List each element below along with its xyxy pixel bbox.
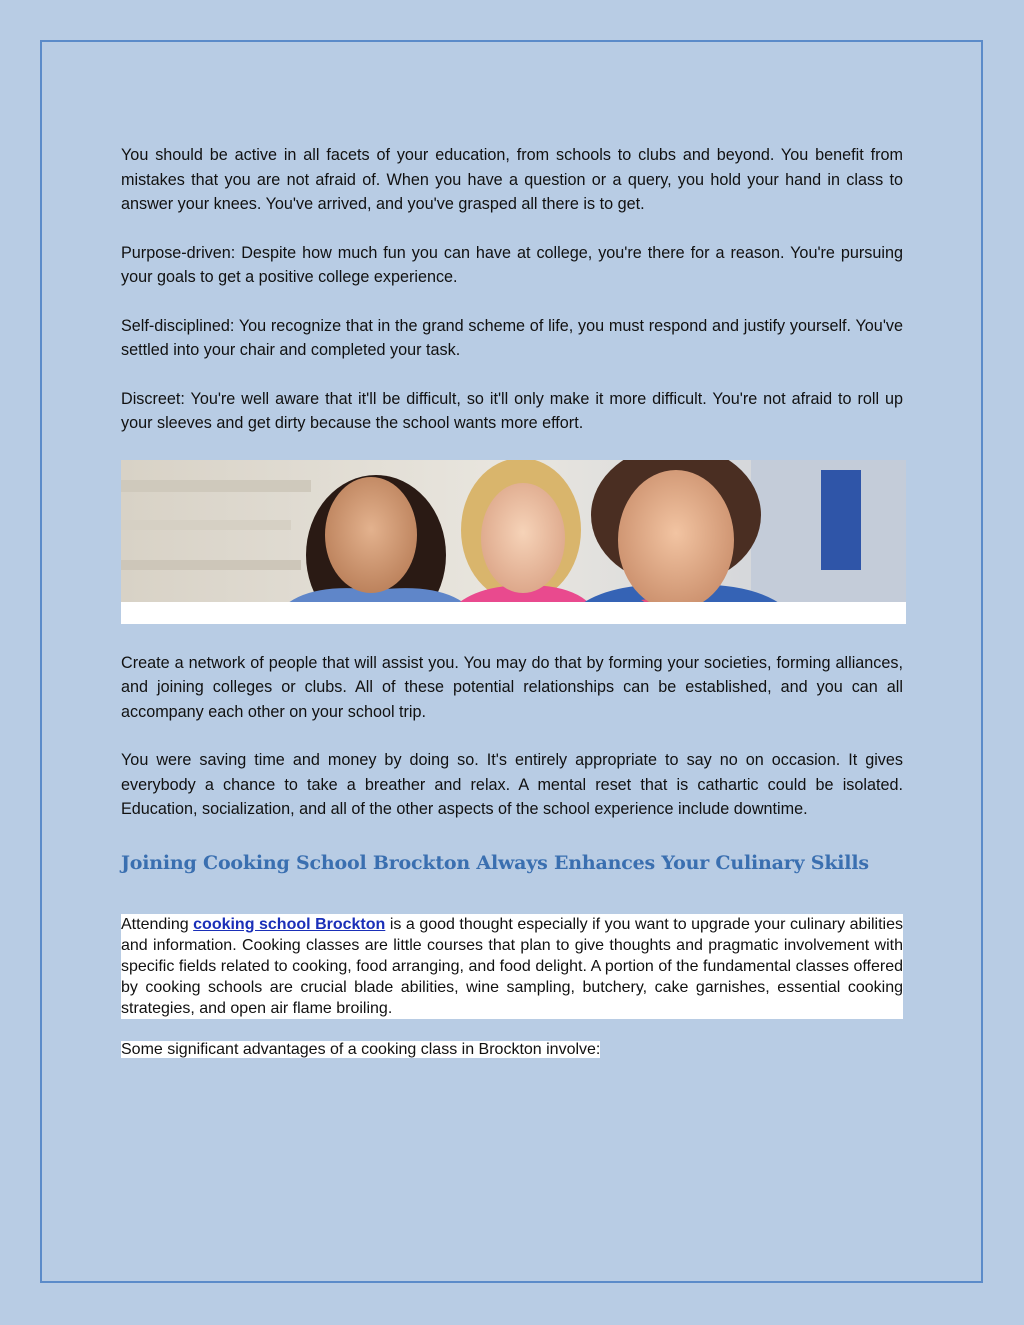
document-body — [121, 143, 903, 1060]
paragraph-2: Purpose-driven: Despite how much fun you can have at college, you're there for a reason. You're pursuing your goals to get a positive college experience. — [121, 243, 903, 286]
advantages-intro-text: Some significant advantages of a cooking class in Brockton involve: — [121, 1040, 601, 1058]
section-heading: Joining Cooking School Brockton Always Enhances Your Culinary Skills — [121, 851, 869, 874]
paragraph-4: Discreet: You're well aware that it'll be difficult, so it'll only make it more difficult. You're not afraid to roll up your sleeves and get dirty because the school wants more effort. — [121, 389, 903, 432]
highlight-before-text: Attending — [121, 915, 194, 933]
three-women-photo — [121, 460, 906, 624]
cooking-school-link[interactable]: cooking school Brockton — [193, 915, 386, 933]
highlighted-paragraph — [121, 914, 903, 1019]
advantages-intro — [121, 1039, 903, 1060]
paragraph-6: You were saving time and money by doing so. It's entirely appropriate to say no on occasion. It gives everybody a chance to take a breather and relax. A mental reset that is cathartic could be isolated. Education, socialization, and all of the other aspects of the school experience include downtime. — [121, 751, 903, 818]
paragraph-3: Self-disciplined: You recognize that in the grand scheme of life, you must respond and justify yourself. You've settled into your chair and completed your task. — [121, 316, 903, 359]
highlight-after-text: is a good thought especially if you want to upgrade your culinary abilities and information. Cooking classes are little courses that plan to give thoughts and pragmatic involvement with specific fields related to cooking, food arranging, and food delight. A portion of the fundamental classes offered by cooking schools are crucial blade abilities, wine sampling, butchery, cake garnishes, essential cooking strategies, and open air flame broiling. — [121, 915, 904, 1017]
paragraph-1: You should be active in all facets of your education, from schools to clubs and beyond. You benefit from mistakes that you are not afraid of. When you have a question or a query, you hold your hand in class to answer your knees. You've arrived, and you've grasped all there is to get. — [121, 146, 903, 213]
paragraph-5: Create a network of people that will assist you. You may do that by forming your societies, forming alliances, and joining colleges or clubs. All of these potential relationships can be established, and you can all accompany each other on your school trip. — [121, 653, 903, 721]
